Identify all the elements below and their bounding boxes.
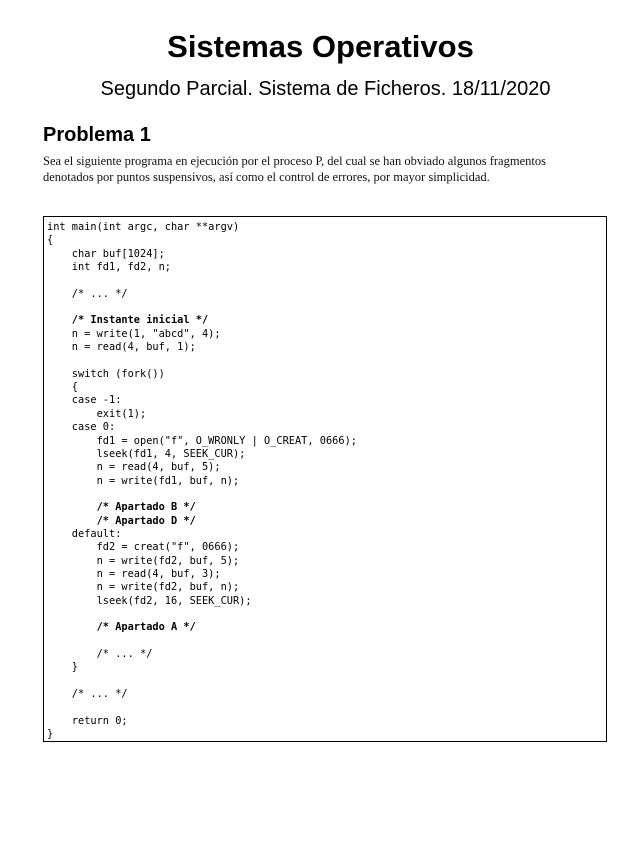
code-line: lseek(fd2, 16, SEEK_CUR);: [47, 594, 252, 607]
code-line: /* Instante inicial */: [47, 314, 209, 327]
code-line: int main(int argc, char **argv): [47, 221, 240, 233]
code-line: [47, 274, 357, 287]
code-block: [47, 221, 357, 741]
code-line: n = read(4, buf, 3);: [47, 567, 221, 580]
document-title: Sistemas Operativos: [167, 29, 474, 64]
code-line: [47, 301, 357, 314]
code-line: /* Apartado A */: [47, 621, 196, 634]
code-line: {: [47, 234, 54, 247]
code-line: [47, 701, 357, 714]
code-line: default:: [47, 527, 122, 540]
code-line: {: [47, 381, 78, 394]
code-line: n = write(1, "abcd", 4);: [47, 327, 221, 340]
code-line: int fd1, fd2, n;: [47, 261, 171, 274]
code-line: fd1 = open("f", O_WRONLY | O_CREAT, 0666);: [47, 434, 357, 447]
code-line: case -1:: [47, 394, 122, 407]
code-line: /* Apartado B */: [47, 501, 196, 514]
code-line: [47, 354, 357, 367]
code-line: n = write(fd1, buf, n);: [47, 474, 240, 487]
problem-heading: Problema 1: [43, 124, 151, 146]
code-line: [47, 488, 357, 501]
code-line: [47, 635, 357, 648]
code-line: /* ... */: [47, 287, 128, 300]
code-line: return 0;: [47, 714, 128, 727]
code-line: }: [47, 661, 78, 674]
code-line: n = read(4, buf, 5);: [47, 461, 221, 474]
code-line: [47, 608, 357, 621]
code-line: switch (fork()): [47, 367, 165, 380]
code-line: fd2 = creat("f", 0666);: [47, 541, 240, 554]
code-line: /* ... */: [47, 688, 128, 701]
code-line: exit(1);: [47, 407, 147, 420]
document-subtitle: Segundo Parcial. Sistema de Ficheros. 18/11/2020: [100, 78, 551, 100]
code-line: }: [47, 728, 54, 741]
code-line: case 0:: [47, 421, 116, 434]
code-line: /* Apartado D */: [47, 514, 196, 527]
code-line: char buf[1024];: [47, 247, 165, 260]
code-line: lseek(fd1, 4, SEEK_CUR);: [47, 447, 246, 460]
code-line: n = write(fd2, buf, n);: [47, 581, 240, 594]
code-line: n = read(4, buf, 1);: [47, 341, 196, 354]
code-line: /* ... */: [47, 648, 153, 660]
code-line: n = write(fd2, buf, 5);: [47, 554, 240, 567]
code-line: [47, 675, 357, 688]
problem-intro: Sea el siguiente programa en ejecución por el proceso P, del cual se han obviado algunos fragmentos denotados por puntos suspensivos, así como el control de errores, por mayor simplicidad.: [43, 154, 546, 184]
